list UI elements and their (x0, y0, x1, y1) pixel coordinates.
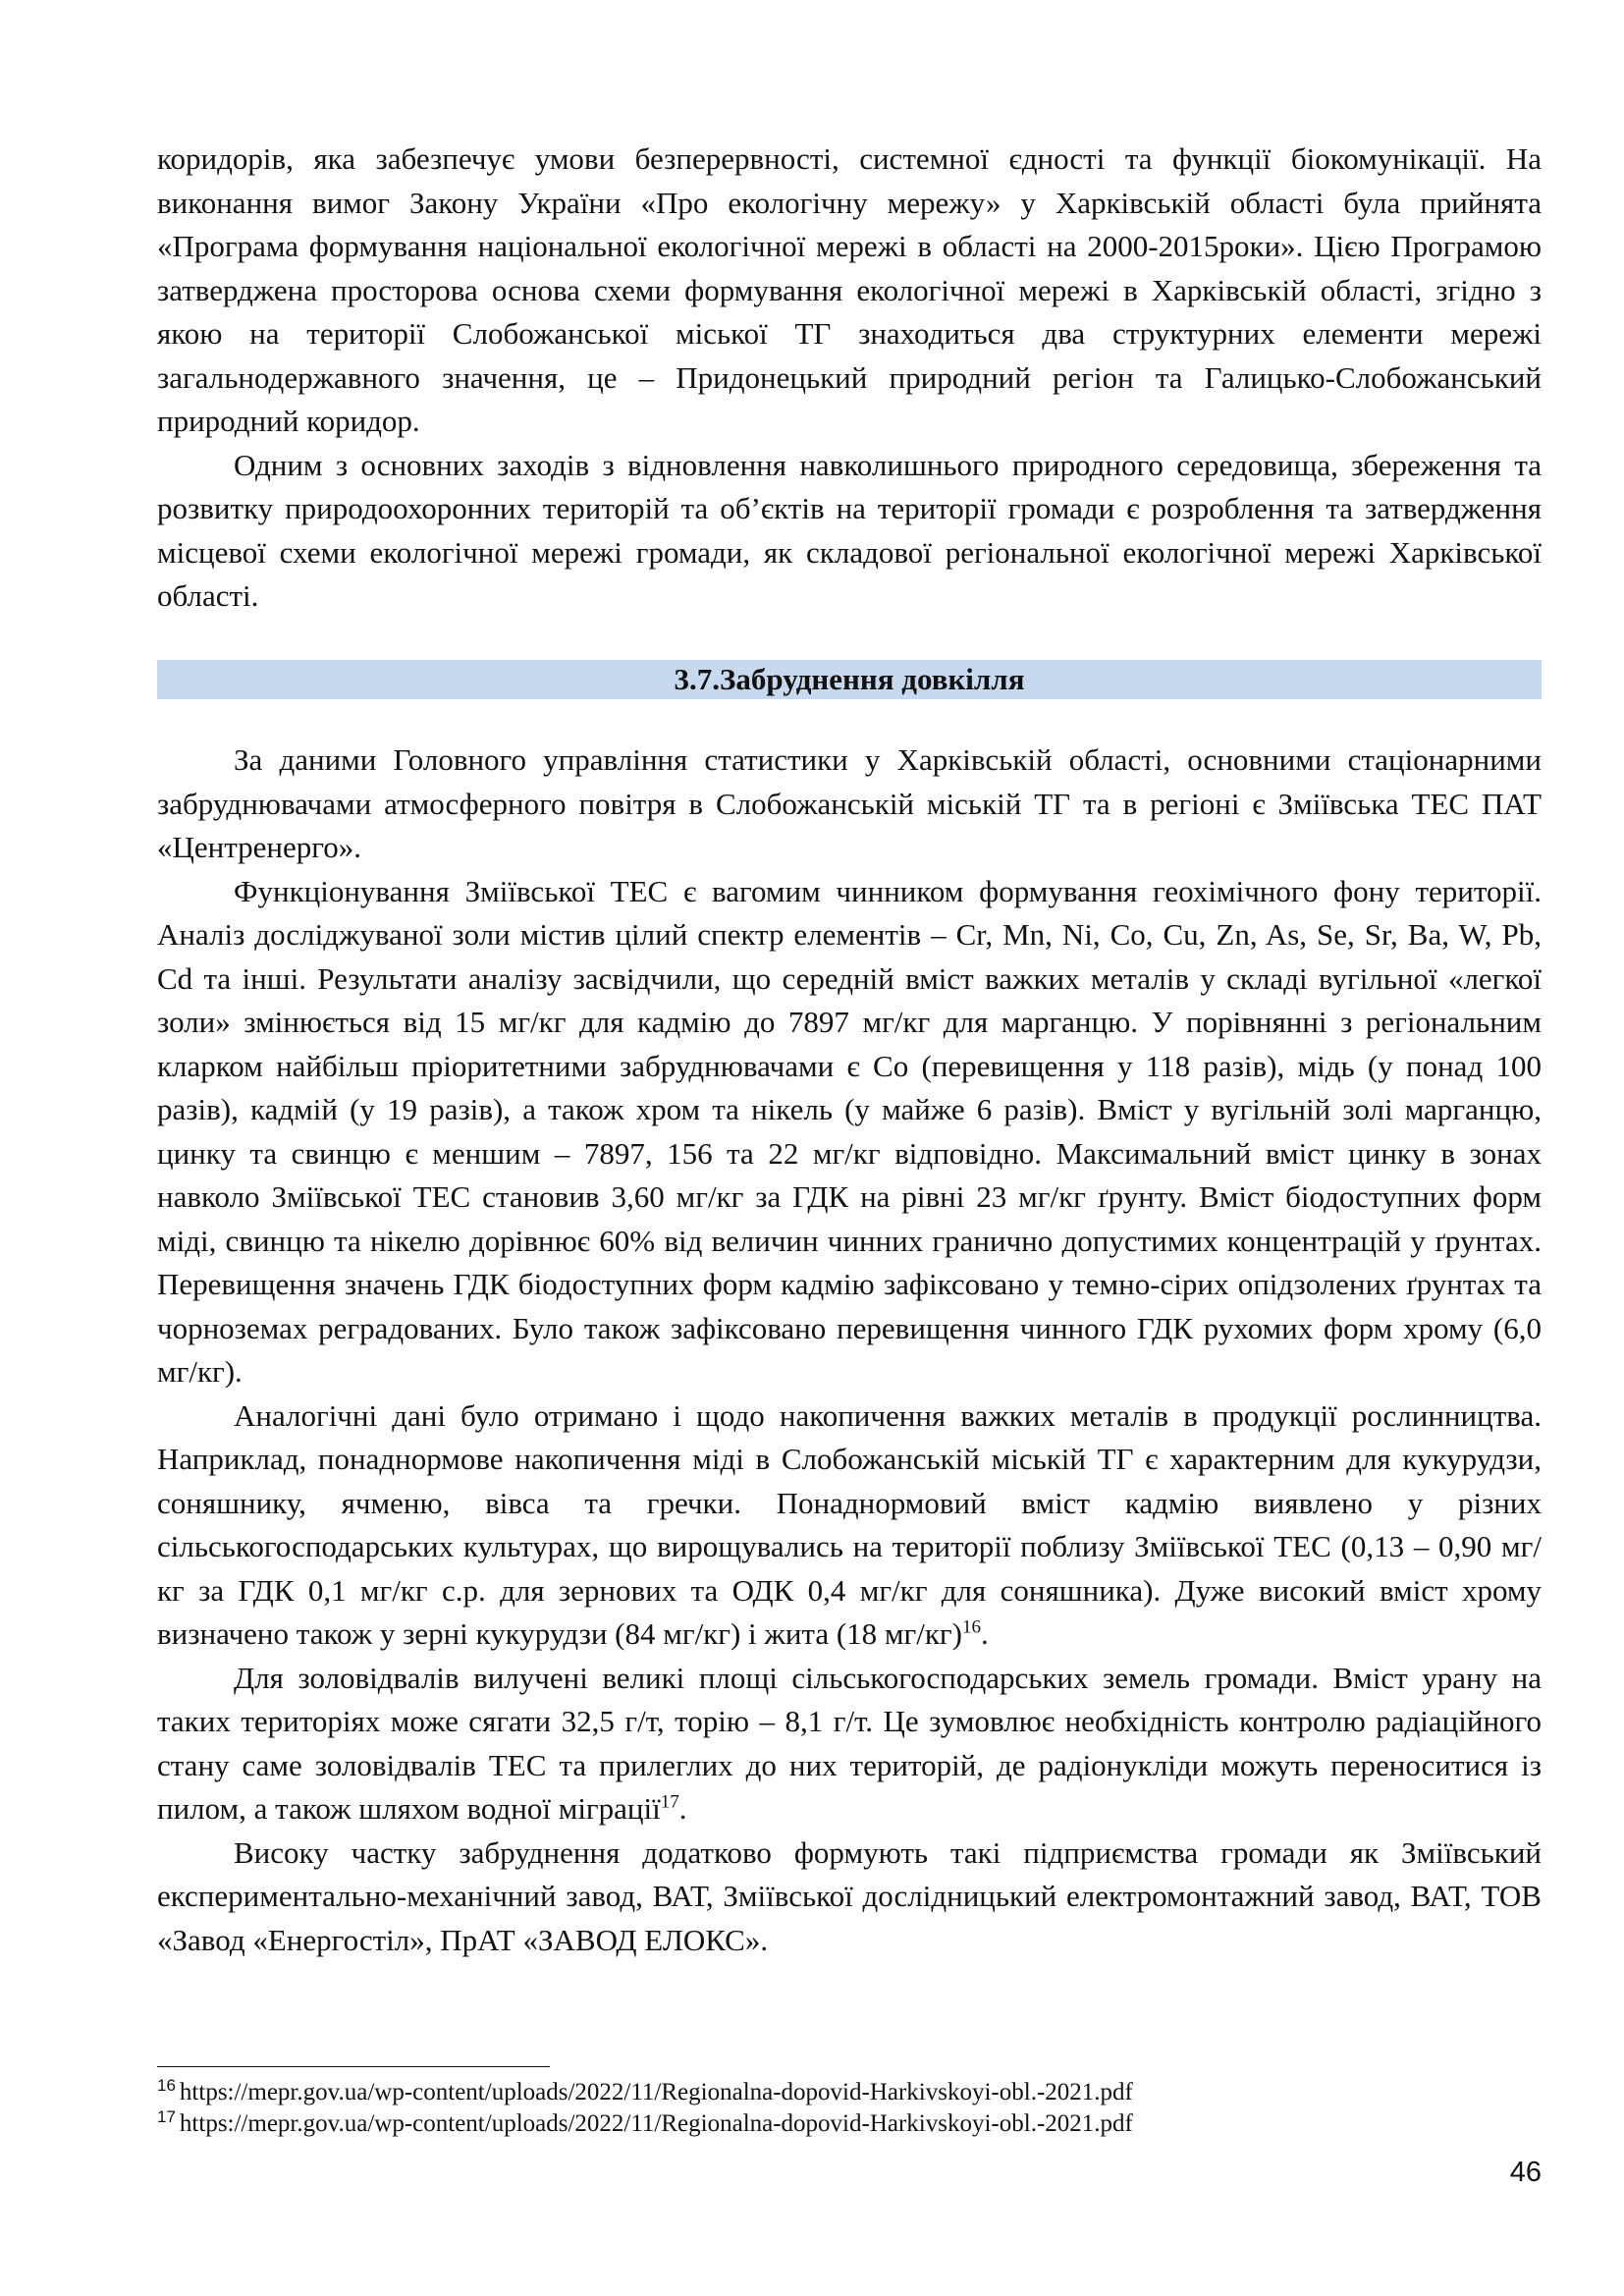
paragraph-continued: коридорів, яка забезпечує умови безперервності, системної єдності та функції біокомунікації. На виконання вимог Закону України «Про екологічну мережу» у Харківській області була прийнята «Програма формування національної екологічної мережі в області на 2000-2015роки». Цією Програмою затверджена просторова основа схеми формування екологічної мережі в Харківській області, згідно з якою на території Слобожанської міської ТГ знаходиться два структурних елементи мережі загальнодержавного значення, це – Придонецький природний регіон та Галицько-Слобожанський природний коридор. (157, 141, 1542, 438)
footnote-link[interactable]: https://mepr.gov.ua/wp-content/uploads/2022/11/Regionalna-dopovid-Harkivskoyi-obl.-2021.pdf (179, 2079, 1133, 2105)
paragraph-ash-dumps (157, 1657, 1542, 1831)
footnote-link[interactable]: https://mepr.gov.ua/wp-content/uploads/2022/11/Regionalna-dopovid-Harkivskoyi-obl.-2021.pdf (179, 2110, 1133, 2137)
footnote-mark: 17 (157, 2106, 176, 2126)
footnote-ref-17[interactable]: 17 (660, 1791, 679, 1813)
section-heading: 3.7.Забруднення довкілля (674, 662, 1025, 696)
footnote-separator (157, 2066, 550, 2067)
paragraph-crop-metals (157, 1394, 1542, 1657)
paragraph-crop-metals-text: Аналогічні дані було отримано і щодо накопичення важких металів в продукції рослинництва. Наприклад, понаднормове накопичення міді в Слобожанській міській ТГ є характерним для кукурудзи, соняшнику, ячменю, вівса та гречки. Понаднормовий вміст кадмію виявлено у різних сільськогосподарських культурах, що вирощувались на території поблизу Зміївської ТЕС (0,13 – 0,90 мг/кг за ГДК 0,1 мг/кг с.р. для зернових та ОДК 0,4 мг/кг для соняшника). Дуже високий вміст хрому визначено також у зерні кукурудзи (84 мг/кг) і жита (18 мг/кг) (157, 1397, 1542, 1651)
section-heading-bar (157, 660, 1542, 699)
footnote-16 (157, 2075, 1542, 2107)
paragraph-ash-dumps-text: Для золовідвалів вилучені великі площі сільськогосподарських земель громади. Вміст урану на таких територіях може сягати 32,5 г/т, торію – 8,1 г/т. Це зумовлює необхідність контролю радіаційного стану саме золовідвалів ТЕС та прилеглих до них територій, де радіонукліди можуть переноситися із пилом, а також шляхом водної міграції (157, 1660, 1542, 1826)
paragraph-enterprises: Високу частку забруднення додатково формують такі підприємства громади як Зміївський експериментально-механічний завод, ВАТ, Зміївської дослідницький електромонтажний завод, ВАТ, ТОВ «Завод «Енергостіл», ПрАТ «ЗАВОД ЕЛОКС». (157, 1834, 1542, 1957)
paragraph-air-polluters: За даними Головного управління статистики у Харківській області, основними стаціонарними забруднювачами атмосферного повітря в Слобожанській міській ТГ та в регіоні є Зміївська ТЕС ПАТ «Центренерго». (157, 742, 1542, 864)
footnote-17 (157, 2106, 1542, 2139)
paragraph-crop-metals-end: . (980, 1616, 989, 1651)
top-text-block (157, 137, 1542, 619)
footnote-ref-16[interactable]: 16 (961, 1616, 981, 1638)
section-body (157, 738, 1542, 1962)
footnote-mark: 16 (157, 2075, 176, 2095)
paragraph-eco-network-scheme: Одним з основних заходів з відновлення навколишнього природного середовища, збереження та розвитку природоохоронних територій та об’єктів на території громади є розроблення та затвердження місцевої схеми екологічної мережі громади, як складової регіональної екологічної мережі Харківської області. (157, 447, 1542, 613)
paragraph-ash-dumps-end: . (678, 1791, 687, 1826)
paragraph-tes-geochemistry: Функціонування Зміївської ТЕС є вагомим чинником формування геохімічного фону території. Аналіз досліджуваної золи містив цілий спектр елементів – Cr, Mn, Ni, Co, Cu, Zn, As, Se, Sr, Ba, W, Pb, Cd та інші. Результати аналізу засвідчили, що середній вміст важких металів у складі вугільної «легкої золи» змінюється від 15 мг/кг для кадмію до 7897 мг/кг для марганцю. У порівнянні з регіональним кларком найбільш пріоритетними забруднювачами є Co (перевищення у 118 разів), мідь (у понад 100 разів), кадмій (у 19 разів), а також хром та нікель (у майже 6 разів). Вміст у вугільній золі марганцю, цинку та свинцю є меншим – 7897, 156 та 22 мг/кг відповідно. Максимальний вміст цинку в зонах навколо Зміївської ТЕС становив 3,60 мг/кг за ГДК на рівні 23 мг/кг ґрунту. Вміст біодоступних форм міді, свинцю та нікелю дорівнює 60% від величин чинних гранично допустимих концентрацій у ґрунтах. Перевищення значень ГДК біодоступних форм кадмію зафіксовано у темно-сірих опідзолених ґрунтах та чорноземах реградованих. Було також зафіксовано перевищення чинного ГДК рухомих форм хрому (6,0 мг/кг). (157, 873, 1542, 1389)
page-number: 46 (1509, 2157, 1542, 2188)
